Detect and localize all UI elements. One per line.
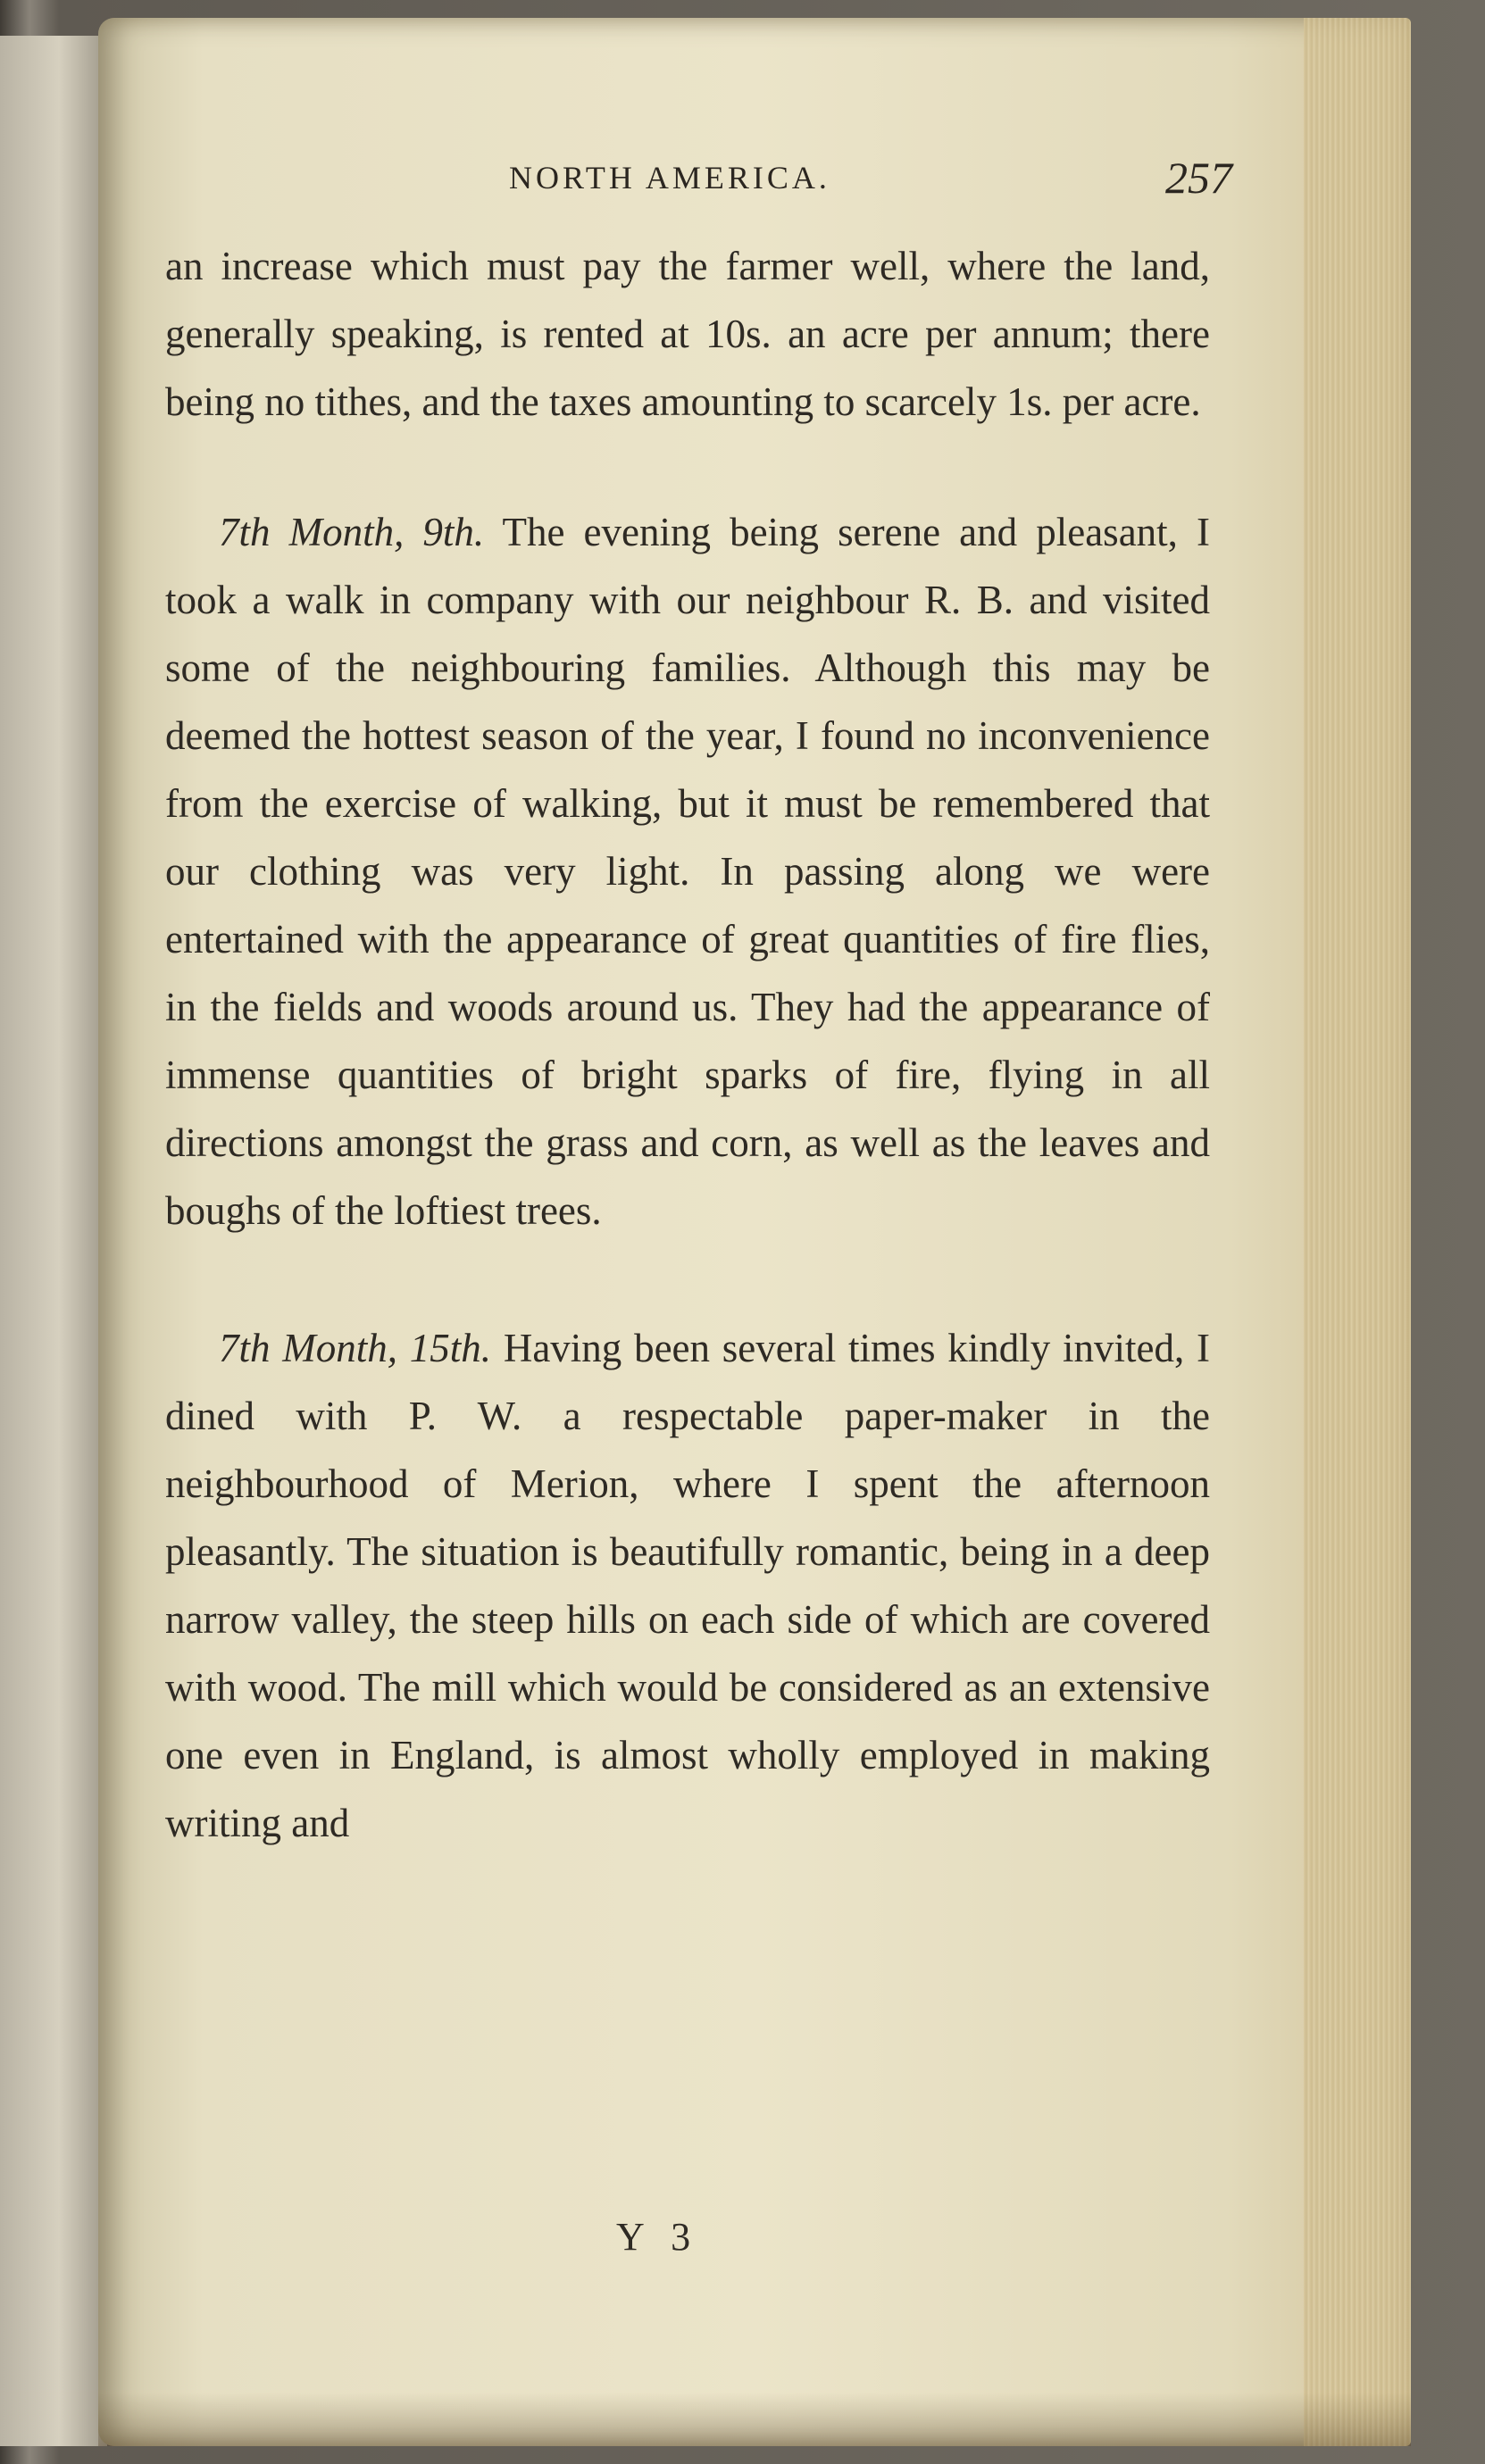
paragraph-2 xyxy=(165,498,1210,1244)
paragraph-2-text: The evening being serene and pleasant, I took a walk in company with our neighbour R. B. and visited some of the neighbouring families. Although this may be deemed the hottest season of the year, I found no inconvenience from the exercise of walking, but it must be remembered that our clothing was very light. In passing along we were entertained with the appearance of great quantities of fire flies, in the fields and woods around us. They had the appearance of immense quantities of bright sparks of fire, flying in all directions amongst the grass and corn, as well as the leaves and boughs of the loftiest trees. xyxy=(165,510,1211,1233)
paragraph-3-date: 7th Month, 15th. xyxy=(219,1326,492,1370)
paragraph-3 xyxy=(165,1314,1210,1857)
signature-mark: Y 3 xyxy=(616,2215,700,2259)
paragraph-1-text: an increase which must pay the farmer well, where the land, generally speaking, is rented at 10s. an acre per annum; there being no tithes, and the taxes amounting to scarcely 1s. per acre. xyxy=(165,244,1210,424)
paragraph-3-text: Having been several times kindly invited, I dined with P. W. a respectable paper-maker in the neighbourhood of Merion, where I spent the afternoon pleasantly. The situation is beautifully romantic, being in a deep narrow valley, the steep hills on each side of which are covered with wood. The mill which would be considered as an extensive one even in England, is almost wholly employed in making writing and xyxy=(165,1326,1211,1845)
body-text xyxy=(165,232,1210,1857)
paragraph-1 xyxy=(165,232,1210,436)
page-fore-edge xyxy=(1304,18,1411,2446)
page-header xyxy=(411,152,1232,214)
page-number: 257 xyxy=(1165,153,1232,203)
page-shadow xyxy=(98,2393,1411,2446)
running-title: NORTH AMERICA. xyxy=(509,160,830,196)
facing-page-edge xyxy=(0,36,107,2446)
paragraph-2-date: 7th Month, 9th. xyxy=(219,510,485,554)
